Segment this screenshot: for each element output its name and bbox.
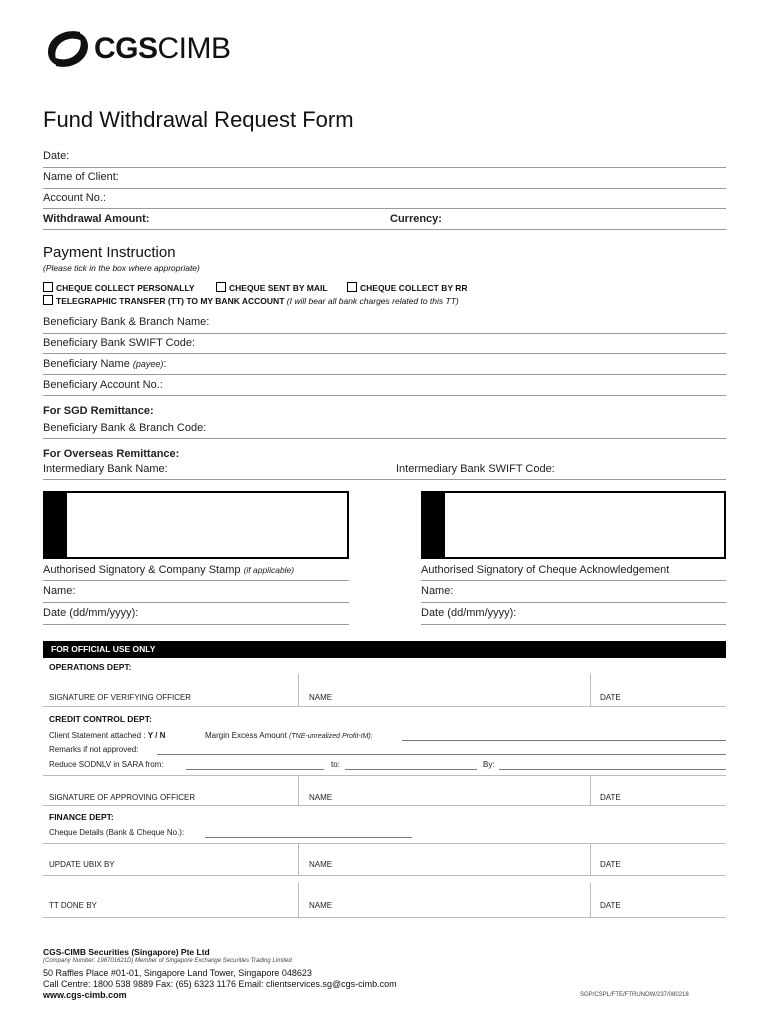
divider [298,883,299,917]
box-bar [423,493,445,557]
left-sig-title [43,564,294,576]
right-date-label: Date (dd/mm/yyyy): [421,607,517,619]
bank-branch-field[interactable] [43,333,726,334]
checkbox-icon[interactable] [347,282,357,292]
bank-branch-label: Beneficiary Bank & Branch Name: [43,316,210,328]
intermediary-name-label: Intermediary Bank Name: [43,463,168,475]
sgd-branch-code-field[interactable] [43,438,726,439]
withdrawal-amount-field[interactable] [43,229,726,230]
option-cheque-collect[interactable] [43,282,195,293]
date-label: Date: [43,150,70,162]
left-sig-title-text: Authorised Signatory & Company Stamp [43,564,241,576]
checkbox-icon[interactable] [216,282,226,292]
ben-name-text: Beneficiary Name [43,358,130,370]
yn-value[interactable]: Y / N [147,731,166,740]
account-no-field[interactable] [43,208,726,209]
margin-field[interactable] [402,740,726,741]
approve-date-label: DATE [600,793,621,802]
remarks-label: Remarks if not approved: [49,745,139,754]
footer-web[interactable]: www.cgs-cimb.com [43,990,127,1000]
left-name-label: Name: [43,585,76,597]
divider [590,775,591,805]
ops-row-line [43,706,726,707]
tt-name-label: NAME [309,901,333,910]
client-statement-text: Client Statement attached : [49,731,146,740]
credit-dept-label: CREDIT CONTROL DEPT: [49,714,152,724]
option-label: TELEGRAPHIC TRANSFER (TT) TO MY BANK ACCOUNT [56,296,285,306]
sig-approving-label: SIGNATURE OF APPROVING OFFICER [49,793,196,802]
divider [298,674,299,706]
client-statement [49,731,165,740]
tt-done-label: TT DONE BY [49,901,97,910]
logo [42,26,262,72]
footer-form-code: SGP/CSPL/FTE/FTRUNOW/237/080218 [580,992,689,998]
ubix-top-line [43,843,726,844]
ben-account-label: Beneficiary Account No.: [43,379,163,391]
cheque-ack-box[interactable] [421,491,726,559]
left-sig-line [43,580,349,581]
update-ubix-label: UPDATE UBIX BY [49,860,115,869]
right-name-field[interactable] [421,602,726,603]
footer-address: 50 Raffles Place #01-01, Singapore Land Tower, Singapore 048623 [43,968,312,978]
ops-name-label: NAME [309,693,333,702]
left-date-label: Date (dd/mm/yyyy): [43,607,139,619]
tt-note: (I will bear all bank charges related to this TT) [286,296,459,306]
cheque-details-field[interactable] [205,837,412,838]
divider [298,775,299,805]
ubix-row-line [43,875,726,876]
reduce-from-field[interactable] [186,769,324,770]
right-sig-line [421,580,726,581]
intermediary-swift-label: Intermediary Bank SWIFT Code: [396,463,555,475]
divider [590,843,591,875]
ubix-name-label: NAME [309,860,333,869]
footer-company-no: (Company Number: 198701621D) Member of Singapore Exchange Securities Trading Limited [43,958,292,964]
cgs-cimb-logo-icon [42,26,92,72]
official-header-text: FOR OFFICIAL USE ONLY [51,644,156,654]
currency-label: Currency: [390,213,442,225]
option-cheque-mail[interactable] [216,282,328,293]
official-header [43,641,726,658]
finance-dept-label: FINANCE DEPT: [49,812,114,822]
client-name-label: Name of Client: [43,171,119,183]
option-tt[interactable] [43,295,459,306]
by-label: By: [483,760,495,769]
sig-verifying-label: SIGNATURE OF VERIFYING OFFICER [49,693,192,702]
right-date-field[interactable] [421,624,726,625]
company-stamp-box[interactable] [43,491,349,559]
ben-name-label [43,358,166,370]
ubix-date-label: DATE [600,860,621,869]
swift-label: Beneficiary Bank SWIFT Code: [43,337,196,349]
to-label: to: [331,760,340,769]
cheque-details-label: Cheque Details (Bank & Cheque No.): [49,828,185,837]
page-title: Fund Withdrawal Request Form [43,107,354,132]
divider [590,883,591,917]
swift-field[interactable] [43,353,726,354]
account-no-label: Account No.: [43,192,106,204]
ben-name-field[interactable] [43,374,726,375]
ops-date-label: DATE [600,693,621,702]
margin-excess-text: Margin Excess Amount [205,731,287,740]
sgd-branch-code-label: Beneficiary Bank & Branch Code: [43,422,207,434]
option-label: CHEQUE COLLECT PERSONALLY [56,283,195,293]
client-name-field[interactable] [43,188,726,189]
option-label: CHEQUE COLLECT BY RR [360,283,468,293]
margin-note: (TNE-unrealized Profit-IM): [289,733,373,740]
reduce-label: Reduce SODNLV in SARA from: [49,760,164,769]
left-sig-note: (if applicable) [243,565,295,575]
sgd-heading: For SGD Remittance: [43,405,154,417]
reduce-to-field[interactable] [345,769,477,770]
divider [298,843,299,875]
right-name-label: Name: [421,585,454,597]
approve-top-line [43,775,726,776]
footer-company: CGS-CIMB Securities (Singapore) Pte Ltd [43,947,210,957]
ben-name-note: (payee) [132,359,164,369]
payment-hint: (Please tick in the box where appropriate) [43,263,200,273]
ops-dept-label: OPERATIONS DEPT: [49,662,132,672]
brand-bold: CGS [94,32,158,65]
payment-heading: Payment Instruction [43,244,176,261]
right-sig-title: Authorised Signatory of Cheque Acknowledgement [421,564,670,576]
left-date-field[interactable] [43,624,349,625]
withdrawal-amount-label: Withdrawal Amount: [43,213,150,225]
intermediary-field[interactable] [43,479,726,480]
remarks-field[interactable] [157,754,726,755]
ben-account-field[interactable] [43,395,726,396]
overseas-heading: For Overseas Remittance: [43,448,180,460]
approve-row-line [43,805,726,806]
checkbox-icon[interactable] [43,295,53,305]
tt-date-label: DATE [600,901,621,910]
left-name-field[interactable] [43,602,349,603]
footer-contact: Call Centre: 1800 538 9889 Fax: (65) 6323 1176 Email: clientservices.sg@cgs-cimb.com [43,979,397,989]
margin-excess [205,731,373,740]
option-label: CHEQUE SENT BY MAIL [229,283,328,293]
checkbox-icon[interactable] [43,282,53,292]
approve-name-label: NAME [309,793,333,802]
reduce-by-field[interactable] [499,769,726,770]
ben-name-colon: : [163,358,167,370]
divider [590,674,591,706]
option-cheque-rr[interactable] [347,282,468,293]
tt-row-line [43,917,726,918]
date-field[interactable] [43,167,726,168]
brand-light: CIMB [157,32,231,65]
box-bar [45,493,67,557]
